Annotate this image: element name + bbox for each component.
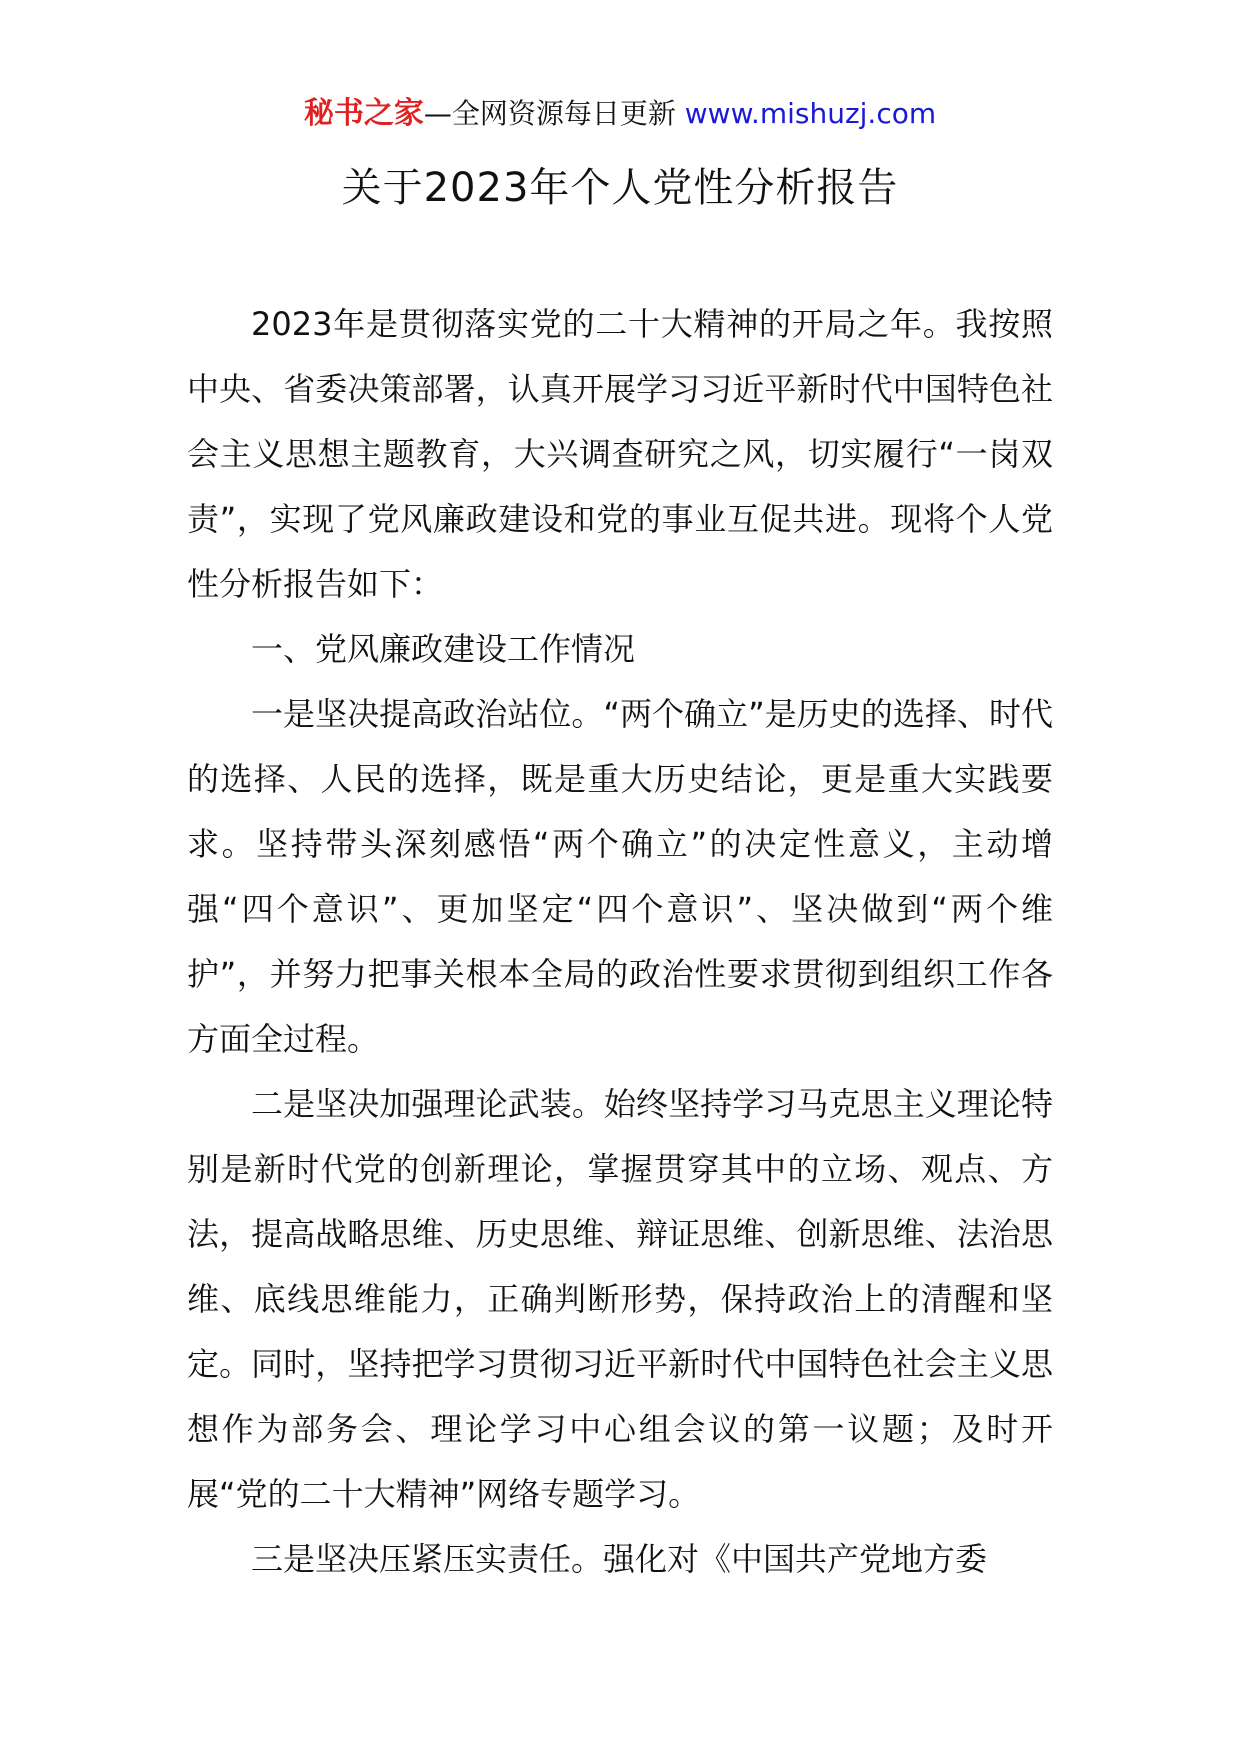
document-title: 关于2023年个人党性分析报告	[341, 165, 899, 211]
body-paragraph: 二是坚决加强理论武装。始终坚持学习马克思主义理论特别是新时代党的创新理论，掌握贯穿其中的立场、观点、方法，提高战略思维、历史思维、辩证思维、创新思维、法治思维、底线思维能力，正确判断形势，保持政治上的清醒和坚定。同时，坚持把学习贯彻习近平新时代中国特色社会主义思想作为部务会、理论学习中心组会议的第一议题；及时开展“党的二十大精神”网络专题学习。	[187, 1085, 1053, 1513]
document-body	[187, 292, 1053, 1592]
intro-paragraph: 2023年是贯彻落实党的二十大精神的开局之年。我按照中央、省委决策部署，认真开展学习习近平新时代中国特色社会主义思想主题教育，大兴调查研究之风，切实履行“一岗双责”，实现了党风廉政建设和党的事业互促共进。现将个人党性分析报告如下：	[187, 305, 1053, 603]
site-brand: 秘书之家	[303, 96, 424, 131]
site-url-link[interactable]: www.mishuzj.com	[684, 97, 937, 130]
section-heading: 一、党风廉政建设工作情况	[251, 630, 636, 668]
body-paragraph: 一是坚决提高政治站位。“两个确立”是历史的选择、时代的选择、人民的选择，既是重大历史结论，更是重大实践要求。坚持带头深刻感悟“两个确立”的决定性意义，主动增强“四个意识”、更加坚定“四个意识”、坚决做到“两个维护”，并努力把事关根本全局的政治性要求贯彻到组织工作各方面全过程。	[187, 695, 1053, 1058]
site-header	[0, 94, 1240, 134]
site-slogan: —全网资源每日更新	[423, 97, 685, 130]
body-paragraph: 三是坚决压紧压实责任。强化对《中国共产党地方委	[251, 1540, 988, 1578]
